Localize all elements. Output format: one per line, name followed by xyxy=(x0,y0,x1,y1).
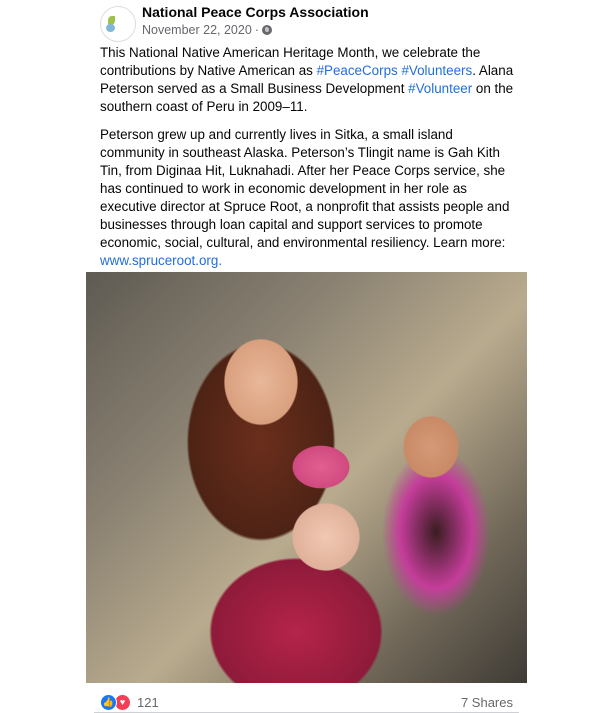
author-name[interactable]: National Peace Corps Association xyxy=(142,4,369,20)
post-meta xyxy=(142,23,272,37)
post-photo[interactable] xyxy=(86,272,527,683)
reaction-count[interactable]: 121 xyxy=(137,695,159,710)
drop-logo-icon xyxy=(106,24,115,32)
post-footer xyxy=(86,684,527,713)
author-avatar[interactable] xyxy=(100,6,136,42)
shares-count[interactable]: 7 Shares xyxy=(460,695,513,710)
post-text xyxy=(100,44,515,280)
hashtag-peacecorps[interactable]: #PeaceCorps xyxy=(316,63,398,78)
paragraph-1: This National Native American Heritage Month, we celebrate the contributions by Native American as #PeaceCorps #Volunteers. Alana Peterson served as a Small Business Development #Volunteer on the southern coast of Peru in 2009–11. xyxy=(100,45,514,114)
paragraph-2: Peterson grew up and currently lives in Sitka, a small island community in southeast Alaska. Peterson’s Tlingit name is Gah Kith Tin, from Diginaa Hit, Luknahadi. After her Peace Corps service, she has continued to work in economic development in her role as executive director at Spruce Root, a nonprofit that assists people and businesses through loan capital and support services to promote economic, social, cultural, and environmental resiliency. Learn more: www.spruceroot.org. xyxy=(100,127,510,268)
post-date[interactable]: November 22, 2020 xyxy=(142,23,252,37)
hashtag-volunteers[interactable]: #Volunteers xyxy=(401,63,473,78)
like-icon[interactable]: 👍 xyxy=(100,694,117,711)
globe-icon xyxy=(262,25,272,35)
hashtag-volunteer[interactable]: #Volunteer xyxy=(408,81,473,96)
love-icon[interactable]: ♥ xyxy=(114,694,131,711)
spruceroot-link[interactable]: www.spruceroot.org. xyxy=(100,253,223,268)
meta-separator: · xyxy=(254,23,259,37)
facebook-post xyxy=(86,0,527,713)
